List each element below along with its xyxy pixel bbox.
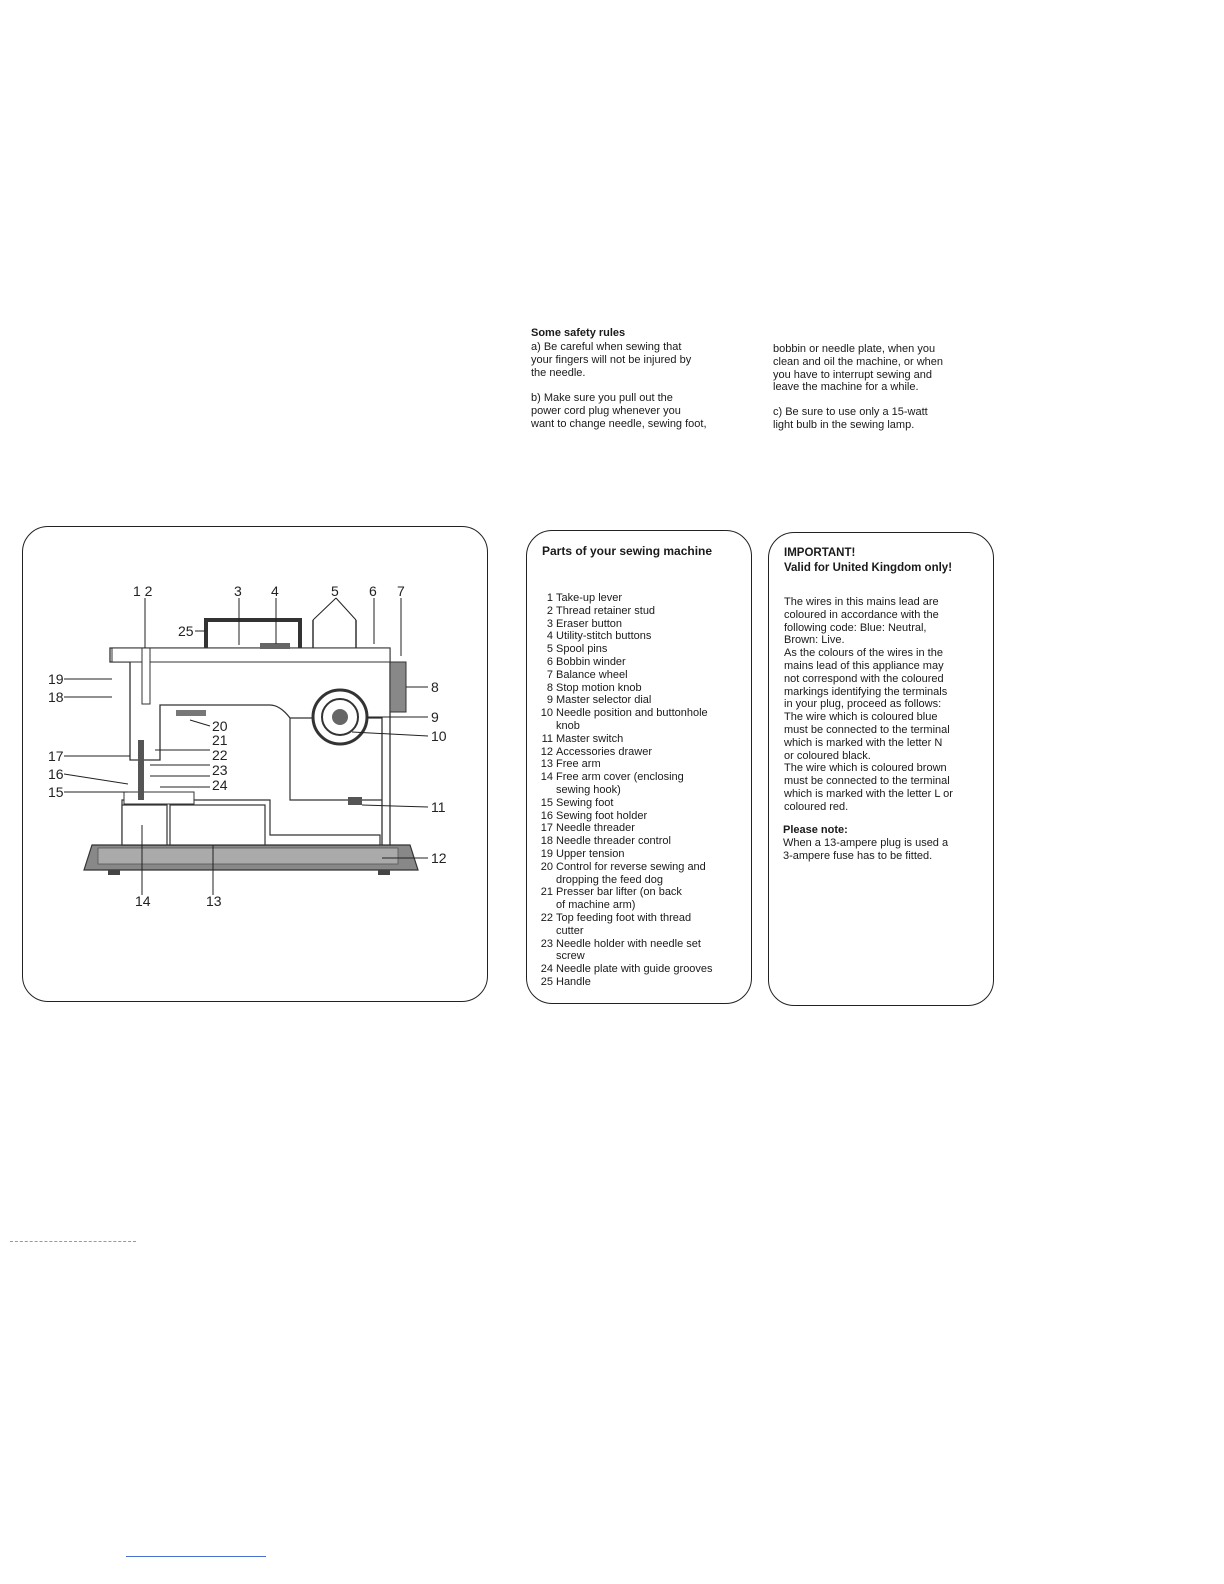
part-number: 2 [546, 604, 553, 617]
part-label: Balance wheel [556, 668, 628, 681]
callout-6: 6 [369, 583, 377, 599]
part-label: Needle threader control [556, 835, 671, 848]
part-number: 25 [540, 975, 553, 988]
part-label: Sewing foot [556, 796, 614, 809]
safety-rule-a: a) Be careful when sewing that your fingers will not be injured by the needle. [531, 341, 692, 379]
callout-14: 14 [135, 893, 151, 909]
part-item [534, 797, 746, 810]
part-item [534, 822, 746, 835]
part-label: Free arm cover (enclosing sewing hook) [556, 771, 684, 796]
callout-9: 9 [431, 709, 439, 725]
callout-22: 22 [212, 747, 228, 763]
part-number: 15 [540, 796, 553, 809]
part-item [534, 746, 746, 759]
callout-5: 5 [331, 583, 339, 599]
part-item [534, 605, 746, 618]
part-number: 10 [540, 707, 553, 720]
part-item [534, 707, 746, 733]
sewing-machine-diagram [0, 0, 500, 1010]
part-number: 8 [546, 681, 553, 694]
part-label: Needle plate with guide grooves [556, 963, 713, 976]
callout-21: 21 [212, 732, 228, 748]
part-number: 17 [540, 822, 553, 835]
part-number: 23 [540, 937, 553, 950]
callout-10: 10 [431, 728, 447, 744]
part-label: Master switch [556, 732, 624, 745]
safety-rule-c: c) Be sure to use only a 15-watt light bulb in the sewing lamp. [773, 406, 928, 431]
part-number: 1 [546, 592, 553, 604]
callout-13: 13 [206, 893, 222, 909]
part-label: Bobbin winder [556, 655, 626, 668]
part-number: 6 [546, 655, 553, 668]
callout-8: 8 [431, 679, 439, 695]
part-number: 3 [546, 617, 553, 630]
part-number: 22 [540, 911, 553, 924]
part-label: Upper tension [556, 847, 625, 860]
scan-artifact-line [10, 1241, 136, 1242]
part-number: 9 [546, 694, 553, 707]
part-label: Utility-stitch buttons [556, 630, 652, 643]
callout-12: 12 [431, 850, 447, 866]
part-label: Stop motion knob [556, 681, 642, 694]
part-item [534, 861, 746, 887]
part-item [534, 656, 746, 669]
machine-base [84, 845, 418, 875]
callout-11: 11 [431, 799, 446, 815]
callout-15: 15 [48, 784, 64, 800]
part-item [534, 963, 746, 976]
part-number: 7 [546, 668, 553, 681]
part-label: Accessories drawer [556, 745, 652, 758]
callout-16: 16 [48, 766, 64, 782]
please-note-title: Please note: [783, 824, 848, 836]
part-number: 20 [540, 860, 553, 873]
part-item [534, 848, 746, 861]
part-label: Sewing foot holder [556, 809, 648, 822]
part-label: Control for reverse sewing and dropping the feed dog [556, 860, 706, 886]
callout-4: 4 [271, 583, 279, 599]
callout-17: 17 [48, 748, 64, 764]
part-item [534, 886, 746, 912]
part-number: 13 [540, 758, 553, 771]
part-number: 4 [546, 630, 553, 643]
part-label: Needle threader [556, 822, 635, 835]
parts-list [534, 592, 746, 989]
callout-23: 23 [212, 762, 228, 778]
callout-25: 25 [178, 623, 194, 639]
safety-rules-title: Some safety rules [531, 327, 626, 339]
part-item [534, 694, 746, 707]
part-item [534, 810, 746, 823]
important-body: The wires in this mains lead are coloured in accordance with the following code: Blue: Neutral, Brown: Live. As the colours of the wires in the mains lead of this appliance may not correspond with the coloured markings identifying the terminals in your plug, proceed as follows: The wire which is coloured blue must be connected to the terminal which is marked with the letter N or coloured black. The wire which is coloured brown must be connected to the terminal which is marked with the letter L or coloured red. [784, 596, 953, 813]
callout-19: 19 [48, 671, 64, 687]
part-item [534, 835, 746, 848]
part-number: 16 [540, 809, 553, 822]
part-label: Spool pins [556, 643, 608, 656]
callout-24: 24 [212, 777, 228, 793]
please-note-body: When a 13-ampere plug is used a 3-ampere fuse has to be fitted. [783, 837, 949, 862]
part-label: Free arm [556, 758, 601, 771]
part-item [534, 912, 746, 938]
part-item [534, 758, 746, 771]
part-number: 24 [540, 963, 553, 976]
part-item [534, 733, 746, 746]
safety-rule-b-continued: bobbin or needle plate, when you clean and oil the machine, or when you have to interrupt sewing and leave the machine for a while. [773, 343, 943, 394]
callout-18: 18 [48, 689, 64, 705]
part-label: Eraser button [556, 617, 623, 630]
part-number: 21 [540, 886, 553, 899]
part-label: Take-up lever [556, 592, 623, 604]
part-number: 18 [540, 835, 553, 848]
important-title: IMPORTANT! Valid for United Kingdom only! [784, 547, 953, 574]
footer-rule [126, 1556, 266, 1557]
parts-title: Parts of your sewing machine [542, 544, 713, 558]
part-label: Presser bar lifter (on back of machine arm) [556, 886, 682, 912]
part-number: 11 [541, 732, 553, 745]
callout-7: 7 [397, 583, 405, 599]
part-number: 14 [540, 771, 553, 784]
part-label: Handle [556, 975, 591, 988]
part-label: Thread retainer stud [556, 604, 656, 617]
part-item [534, 771, 746, 797]
callout-20: 20 [212, 718, 228, 734]
part-label: Top feeding foot with thread cutter [556, 911, 692, 937]
part-item [534, 630, 746, 643]
callout-3: 3 [234, 583, 242, 599]
part-label: Needle position and buttonhole knob [556, 707, 708, 732]
part-item [534, 618, 746, 631]
part-number: 12 [540, 745, 553, 758]
callout-1-2: 1 2 [133, 583, 153, 599]
part-item [534, 592, 746, 605]
safety-rule-b: b) Make sure you pull out the power cord plug whenever you want to change needle, sewing foot, [531, 392, 707, 430]
part-item [534, 669, 746, 682]
part-label: Needle holder with needle set screw [556, 937, 701, 963]
part-label: Master selector dial [556, 694, 652, 707]
part-item [534, 938, 746, 964]
part-item [534, 643, 746, 656]
part-item [534, 682, 746, 695]
part-number: 5 [546, 643, 553, 656]
part-number: 19 [540, 847, 553, 860]
part-item [534, 976, 746, 989]
